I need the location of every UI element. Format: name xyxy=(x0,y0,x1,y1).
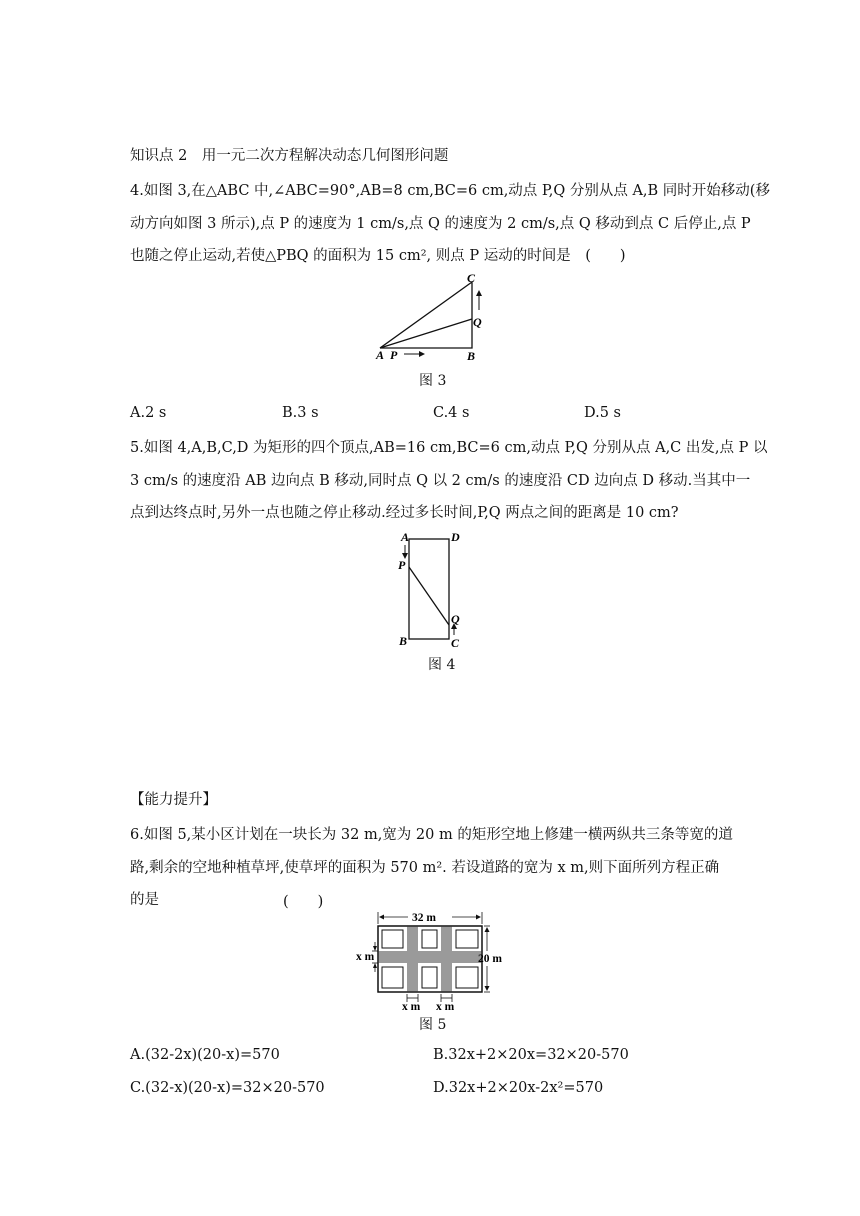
q4-option-a: A.2 s xyxy=(130,405,167,421)
fig4-label-c: C xyxy=(451,636,460,650)
q6-option-a: A.(32-2x)(20-x)=570 xyxy=(130,1047,280,1063)
figure-5-lawn-plan xyxy=(352,906,512,1012)
q6-line-3: 的是 xyxy=(130,892,159,908)
q6-line-2: 路,剩余的空地种植草坪,使草坪的面积为 570 m². 若设道路的宽为 x m,则下面所列方程正确 xyxy=(130,860,720,876)
q5-line-3: 点到达终点时,另外一点也随之停止移动.经过多长时间,P,Q 两点之间的距离是 10 cm? xyxy=(130,505,679,521)
fig5-left-dimension: x m xyxy=(356,951,375,963)
section-heading-ability: 【能力提升】 xyxy=(130,792,217,808)
q6-line-1: 6.如图 5,某小区计划在一块长为 32 m,宽为 20 m 的矩形空地上修建一横两纵共三条等宽的道 xyxy=(130,827,733,843)
fig4-label-q: Q xyxy=(451,612,460,626)
q4-line-2: 动方向如图 3 所示),点 P 的速度为 1 cm/s,点 Q 的速度为 2 cm/s,点 Q 移动到点 C 后停止,点 P xyxy=(130,216,751,232)
fig3-label-q: Q xyxy=(473,315,482,329)
fig5-right-dimension: 20 m xyxy=(478,953,502,965)
figure-3-caption: 图 3 xyxy=(419,373,447,389)
q4-option-b: B.3 s xyxy=(282,405,319,421)
q4-line-3: 也随之停止运动,若使△PBQ 的面积为 15 cm², 则点 P 运动的时间是 ( ) xyxy=(130,248,626,264)
section-heading-knowledge-2: 知识点 2 用一元二次方程解决动态几何图形问题 xyxy=(130,148,449,164)
figure-4-rectangle xyxy=(393,527,473,651)
q6-option-c: C.(32-x)(20-x)=32×20-570 xyxy=(130,1080,325,1096)
fig4-label-b: B xyxy=(399,634,408,648)
q5-line-1: 5.如图 4,A,B,C,D 为矩形的四个顶点,AB=16 cm,BC=6 cm,动点 P,Q 分别从点 A,C 出发,点 P 以 xyxy=(130,440,768,456)
q4-line-1: 4.如图 3,在△ABC 中,∠ABC=90°,AB=8 cm,BC=6 cm,动点 P,Q 分别从点 A,B 同时开始移动(移 xyxy=(130,183,770,199)
fig3-label-b: B xyxy=(467,349,476,363)
fig5-bottom-dimension-2: x m xyxy=(436,1001,455,1012)
fig5-top-dimension: 32 m xyxy=(412,912,436,924)
q6-answer-blank: ( ) xyxy=(283,894,324,910)
fig4-label-d: D xyxy=(451,530,460,544)
fig3-label-c: C xyxy=(467,272,476,285)
q4-option-c: C.4 s xyxy=(433,405,470,421)
fig5-bottom-dimension-1: x m xyxy=(402,1001,421,1012)
q6-option-b: B.32x+2×20x=32×20-570 xyxy=(433,1047,629,1063)
fig4-label-p: P xyxy=(398,558,406,572)
fig4-label-a: A xyxy=(401,530,410,544)
q6-option-d: D.32x+2×20x-2x²=570 xyxy=(433,1080,604,1096)
figure-5-caption: 图 5 xyxy=(419,1017,447,1033)
figure-3-triangle xyxy=(370,272,500,364)
figure-4-caption: 图 4 xyxy=(428,657,456,673)
q4-option-d: D.5 s xyxy=(584,405,621,421)
q5-line-2: 3 cm/s 的速度沿 AB 边向点 B 移动,同时点 Q 以 2 cm/s 的速度沿 CD 边向点 D 移动.当其中一 xyxy=(130,473,751,489)
fig3-label-p: P xyxy=(390,348,398,362)
fig3-label-a: A xyxy=(376,348,385,362)
